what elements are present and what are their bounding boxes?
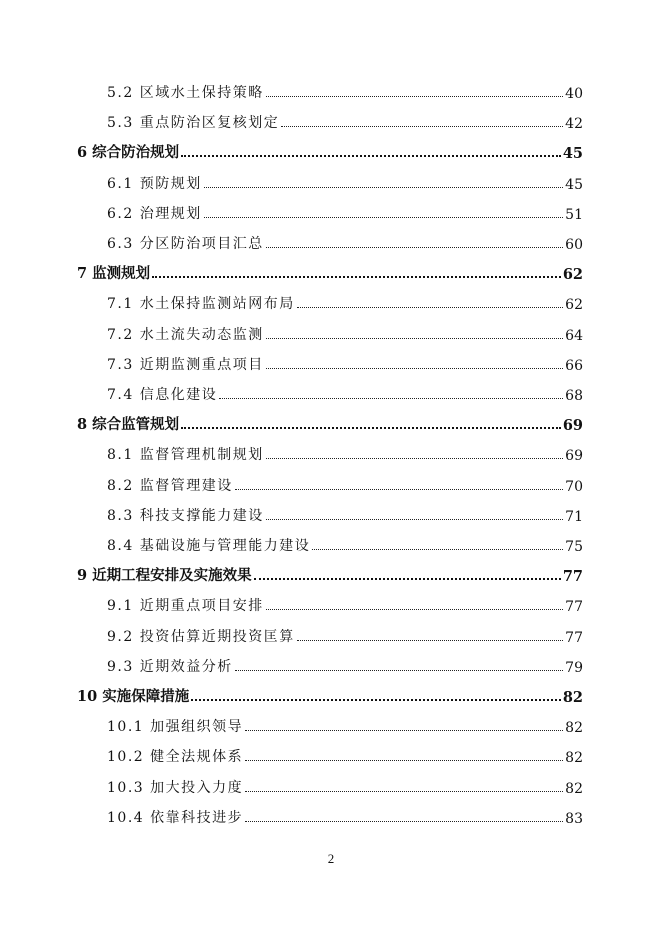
toc-section-entry <box>107 380 583 404</box>
toc-section-entry <box>107 742 583 766</box>
dot-leader <box>191 699 561 701</box>
toc-entry-page: 71 <box>565 508 583 525</box>
toc-entry-title: 7.4 信息化建设 <box>107 387 218 403</box>
dot-leader <box>219 398 563 399</box>
dot-leader <box>281 126 563 127</box>
dot-leader <box>204 187 563 188</box>
dot-leader <box>254 578 561 580</box>
dot-leader <box>204 217 563 218</box>
toc-entry-title: 9.3 近期效益分析 <box>107 658 233 675</box>
toc-chapter-entry <box>77 138 583 162</box>
toc-entry-title: 8.4 基础设施与管理能力建设 <box>107 538 311 554</box>
toc-entry-page: 70 <box>565 478 583 495</box>
toc-entry-page: 42 <box>565 116 583 133</box>
toc-entry-title: 9.2 投资估算近期投资匡算 <box>107 628 295 645</box>
toc-entry-title: 10.2 健全法规体系 <box>107 749 244 766</box>
toc-entry-title: 5.3 重点防治区复核划定 <box>107 115 280 132</box>
toc-entry-page: 60 <box>565 237 583 253</box>
toc-entry-title: 6.2 治理规划 <box>107 205 202 222</box>
toc-entry-title: 9 近期工程安排及实施效果 <box>77 567 252 585</box>
toc-entry-title: 9.1 近期重点项目安排 <box>107 598 264 615</box>
toc-entry-title: 10.3 加大投入力度 <box>107 779 244 796</box>
toc-section-entry <box>107 591 583 615</box>
dot-leader <box>181 155 561 157</box>
dot-leader <box>266 96 563 97</box>
dot-leader <box>266 247 563 248</box>
toc-entry-page: 68 <box>565 388 583 404</box>
toc-section-entry <box>107 773 583 797</box>
dot-leader <box>266 519 563 520</box>
toc-entry-page: 51 <box>565 206 583 223</box>
dot-leader <box>266 368 563 369</box>
toc-chapter-entry <box>77 410 583 434</box>
toc-entry-title: 10 实施保障措施 <box>77 688 190 705</box>
toc-entry-page: 69 <box>562 417 583 435</box>
toc-section-entry <box>107 78 583 102</box>
toc-section-entry <box>107 531 583 555</box>
toc-entry-page: 75 <box>565 539 583 555</box>
toc-section-entry <box>107 229 583 253</box>
toc-section-entry <box>107 803 583 827</box>
dot-leader <box>266 458 563 459</box>
toc-entry-page: 83 <box>565 810 583 827</box>
toc-entry-page: 77 <box>565 629 583 646</box>
toc-entry-title: 7.2 水土流失动态监测 <box>107 326 264 343</box>
toc-entry-title: 6.3 分区防治项目汇总 <box>107 236 264 252</box>
toc-entry-page: 45 <box>565 176 583 193</box>
toc-chapter-entry <box>77 259 583 283</box>
toc-entry-title: 8 综合监管规划 <box>77 416 180 434</box>
toc-entry-title: 8.3 科技支撑能力建设 <box>107 507 264 524</box>
toc-entry-title: 6 综合防治规划 <box>77 144 180 162</box>
dot-leader <box>152 276 561 278</box>
toc-entry-title: 10.4 依靠科技进步 <box>107 809 244 826</box>
toc-entry-title: 5.2 区域水土保持策略 <box>107 85 264 101</box>
toc-entry-page: 40 <box>565 86 583 102</box>
toc-entry-page: 62 <box>562 266 583 284</box>
toc-section-entry <box>107 622 583 646</box>
dot-leader <box>235 670 563 671</box>
toc-section-entry <box>107 350 583 374</box>
toc-section-entry <box>107 108 583 132</box>
toc-entry-title: 8.1 监督管理机制规划 <box>107 447 264 464</box>
toc-entry-page: 45 <box>562 145 583 163</box>
toc-section-entry <box>107 320 583 344</box>
toc-entry-title: 6.1 预防规划 <box>107 175 202 192</box>
dot-leader <box>312 549 563 550</box>
page-number: 2 <box>327 851 335 866</box>
toc-entry-title: 7.1 水土保持监测站网布局 <box>107 296 295 313</box>
toc-section-entry <box>107 501 583 525</box>
toc-entry-page: 77 <box>565 599 583 616</box>
dot-leader <box>181 427 561 429</box>
toc-chapter-entry <box>77 561 583 585</box>
toc-entry-title: 7.3 近期监测重点项目 <box>107 356 264 373</box>
toc-entry-title: 8.2 监督管理建设 <box>107 477 233 494</box>
toc-entry-page: 82 <box>565 750 583 767</box>
toc-entry-page: 82 <box>565 780 583 797</box>
toc-entry-title: 10.1 加强组织领导 <box>107 719 244 736</box>
dot-leader <box>245 821 563 822</box>
dot-leader <box>297 307 563 308</box>
dot-leader <box>266 609 563 610</box>
dot-leader <box>235 489 563 490</box>
toc-section-entry <box>107 471 583 495</box>
dot-leader <box>245 730 563 731</box>
dot-leader <box>266 338 563 339</box>
toc-section-entry <box>107 652 583 676</box>
dot-leader <box>245 760 563 761</box>
dot-leader <box>297 640 563 641</box>
toc-section-entry <box>107 199 583 223</box>
toc-entry-page: 69 <box>565 448 583 465</box>
toc-section-entry <box>107 712 583 736</box>
toc-section-entry <box>107 169 583 193</box>
toc-entry-page: 79 <box>565 659 583 676</box>
toc-entry-page: 82 <box>565 720 583 737</box>
dot-leader <box>245 791 563 792</box>
toc-section-entry <box>107 440 583 464</box>
toc-entry-page: 82 <box>562 689 583 706</box>
toc-entry-page: 77 <box>562 568 583 586</box>
toc-entry-page: 64 <box>565 327 583 344</box>
toc-section-entry <box>107 289 583 313</box>
toc-entry-page: 66 <box>565 357 583 374</box>
toc-entry-title: 7 监测规划 <box>77 265 151 283</box>
toc-entry-page: 62 <box>565 297 583 314</box>
toc-chapter-entry <box>77 682 583 706</box>
